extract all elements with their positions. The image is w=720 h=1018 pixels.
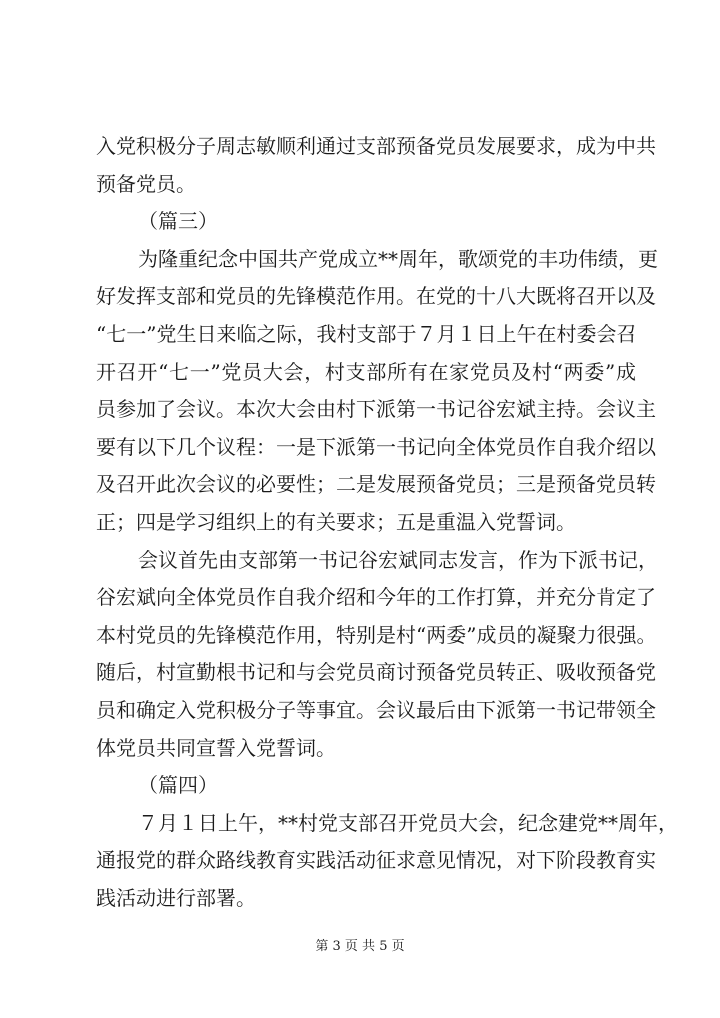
text-line: 通报党的群众路线教育实践活动征求意见情况，对下阶段教育实 <box>96 848 656 873</box>
section-heading: （篇四） <box>138 773 218 798</box>
text-line: 谷宏斌向全体党员作自我介绍和今年的工作打算，并充分肯定了 <box>96 585 656 610</box>
section-heading: （篇三） <box>138 209 218 234</box>
text-line: “七一”党生日来临之际，我村支部于７月１日上午在村委会召 <box>96 321 637 346</box>
text-line: 预备党员。 <box>96 171 196 196</box>
text-line: 入党积极分子周志敏顺利通过支部预备党员发展要求，成为中共 <box>96 134 656 158</box>
document-body <box>96 128 678 917</box>
text-line: 为隆重纪念中国共产党成立**周年，歌颂党的丰功伟绩，更 <box>138 246 658 271</box>
text-line: 开召开“七一”党员大会，村支部所有在家党员及村“两委”成 <box>96 359 636 384</box>
text-line: 员和确定入党积极分子等事宜。会议最后由下派第一书记带领全 <box>96 697 656 722</box>
text-line: 及召开此次会议的必要性；二是发展预备党员；三是预备党员转 <box>96 472 656 497</box>
text-line: 体党员共同宣誓入党誓词。 <box>96 735 336 760</box>
text-line: 本村党员的先锋模范作用，特别是村“两委”成员的凝聚力很强。 <box>96 622 657 647</box>
text-line: 好发挥支部和党员的先锋模范作用。在党的十八大既将召开以及 <box>96 284 656 309</box>
page-footer: 第 3 页 共 5 页 <box>315 939 405 954</box>
text-line: 员参加了会议。本次大会由村下派第一书记谷宏斌主持。会议主 <box>96 397 656 422</box>
text-line: 会议首先由支部第一书记谷宏斌同志发言，作为下派书记， <box>138 547 658 572</box>
text-line: 要有以下几个议程：一是下派第一书记向全体党员作自我介绍以 <box>96 434 656 459</box>
text-line: ７月１日上午，**村党支部召开党员大会，纪念建党**周年， <box>138 810 678 835</box>
text-line: 践活动进行部署。 <box>96 885 256 910</box>
text-line: 随后，村宣勤根书记和与会党员商讨预备党员转正、吸收预备党 <box>96 660 656 685</box>
text-line: 正；四是学习组织上的有关要求；五是重温入党誓词。 <box>96 509 576 534</box>
